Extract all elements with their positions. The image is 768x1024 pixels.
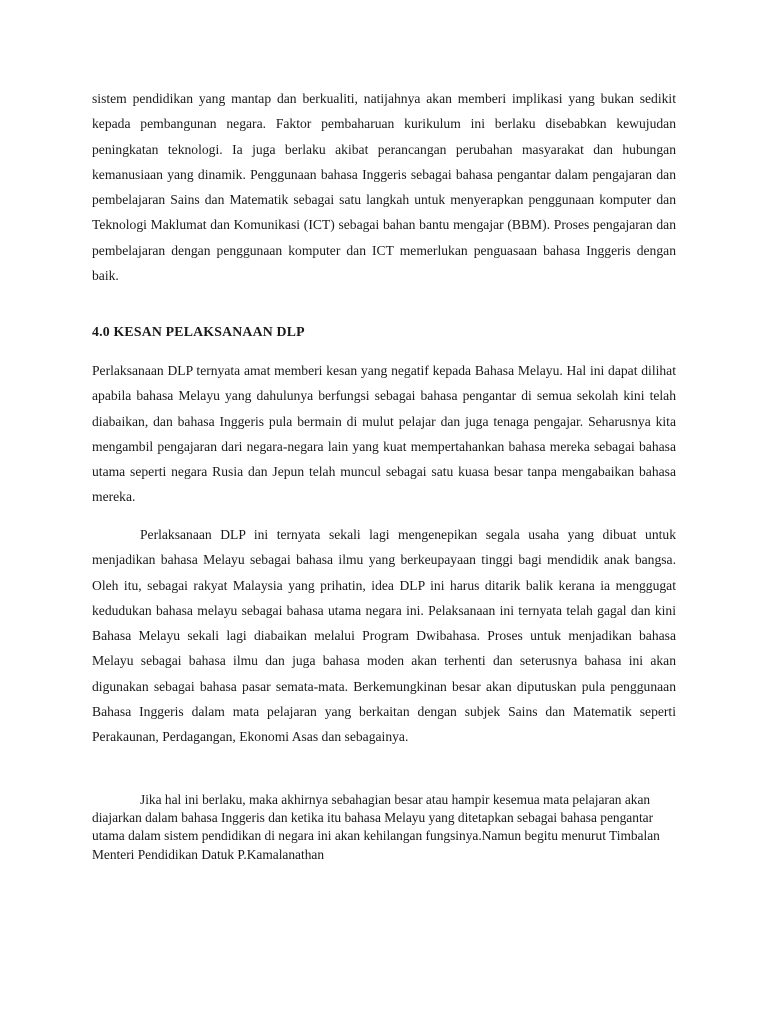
paragraph-jika-hal-ini: Jika hal ini berlaku, maka akhirnya sebahagian besar atau hampir kesemua mata pelajaran akan diajarkan dalam bahasa Inggeris dan ketika itu bahasa Melayu yang ditetapkan sebagai bahasa pengantar utama dalam sistem pendidikan di negara ini akan kehilangan fungsinya.Namun begitu menurut Timbalan Menteri Pendidikan Datuk P.Kamalanathan (92, 792, 660, 862)
section-heading: 4.0 KESAN PELAKSANAAN DLP (92, 324, 305, 339)
paragraph-kesan-negatif: Perlaksanaan DLP ternyata amat memberi kesan yang negatif kepada Bahasa Melayu. Hal ini dapat dilihat apabila bahasa Melayu yang dahulunya berfungsi sebagai bahasa pengantar di semua sekolah kini telah diabaikan, dan bahasa Inggeris pula bermain di mulut pelajar dan juga tenaga pengajar. Seharusnya kita mengambil pengajaran dari negara-negara lain yang kuat mempertahankan bahasa mereka sebagai bahasa utama seperti negara Rusia dan Jepun telah muncul sebagai satu kuasa besar tanpa mengabaikan bahasa mereka. (92, 363, 676, 505)
paragraph-dlp-mengenepikan: Perlaksanaan DLP ini ternyata sekali lagi mengenepikan segala usaha yang dibuat untuk menjadikan bahasa Melayu sebagai bahasa ilmu yang berkeupayaan tinggi bagi mendidik anak bangsa. Oleh itu, sebagai rakyat Malaysia yang prihatin, idea DLP ini harus ditarik balik kerana ia menggugat kedudukan bahasa melayu sebagai bahasa utama negara ini. Pelaksanaan ini ternyata telah gagal dan kini Bahasa Melayu sekali lagi diabaikan melalui Program Dwibahasa. Proses untuk menjadikan bahasa Melayu sebagai bahasa ilmu dan juga bahasa moden akan terhenti dan seterusnya bahasa ini akan digunakan sebagai bahasa pasar semata-mata. Berkemungkinan besar akan diputuskan pula penggunaan Bahasa Inggeris dalam mata pelajaran yang berkaitan dengan subjek Sains dan Matematik seperti Perakaunan, Perdagangan, Ekonomi Asas dan sebagainya. (92, 527, 676, 745)
paragraph-sistem-pendidikan: sistem pendidikan yang mantap dan berkualiti, natijahnya akan memberi implikasi yang bukan sedikit kepada pembangunan negara. Faktor pembaharuan kurikulum ini berlaku disebabkan kewujudan peningkatan teknologi. Ia juga berlaku akibat perancangan perubahan masyarakat dan hubungan kemanusiaan yang dinamik. Penggunaan bahasa Inggeris sebagai bahasa pengantar dalam pengajaran dan pembelajaran Sains dan Matematik sebagai satu langkah untuk menyerapkan penggunaan komputer dan Teknologi Maklumat dan Komunikasi (ICT) sebagai bahan bantu mengajar (BBM). Proses pengajaran dan pembelajaran dengan penggunaan komputer dan ICT memerlukan penguasaan bahasa Inggeris dengan baik. (92, 91, 676, 284)
